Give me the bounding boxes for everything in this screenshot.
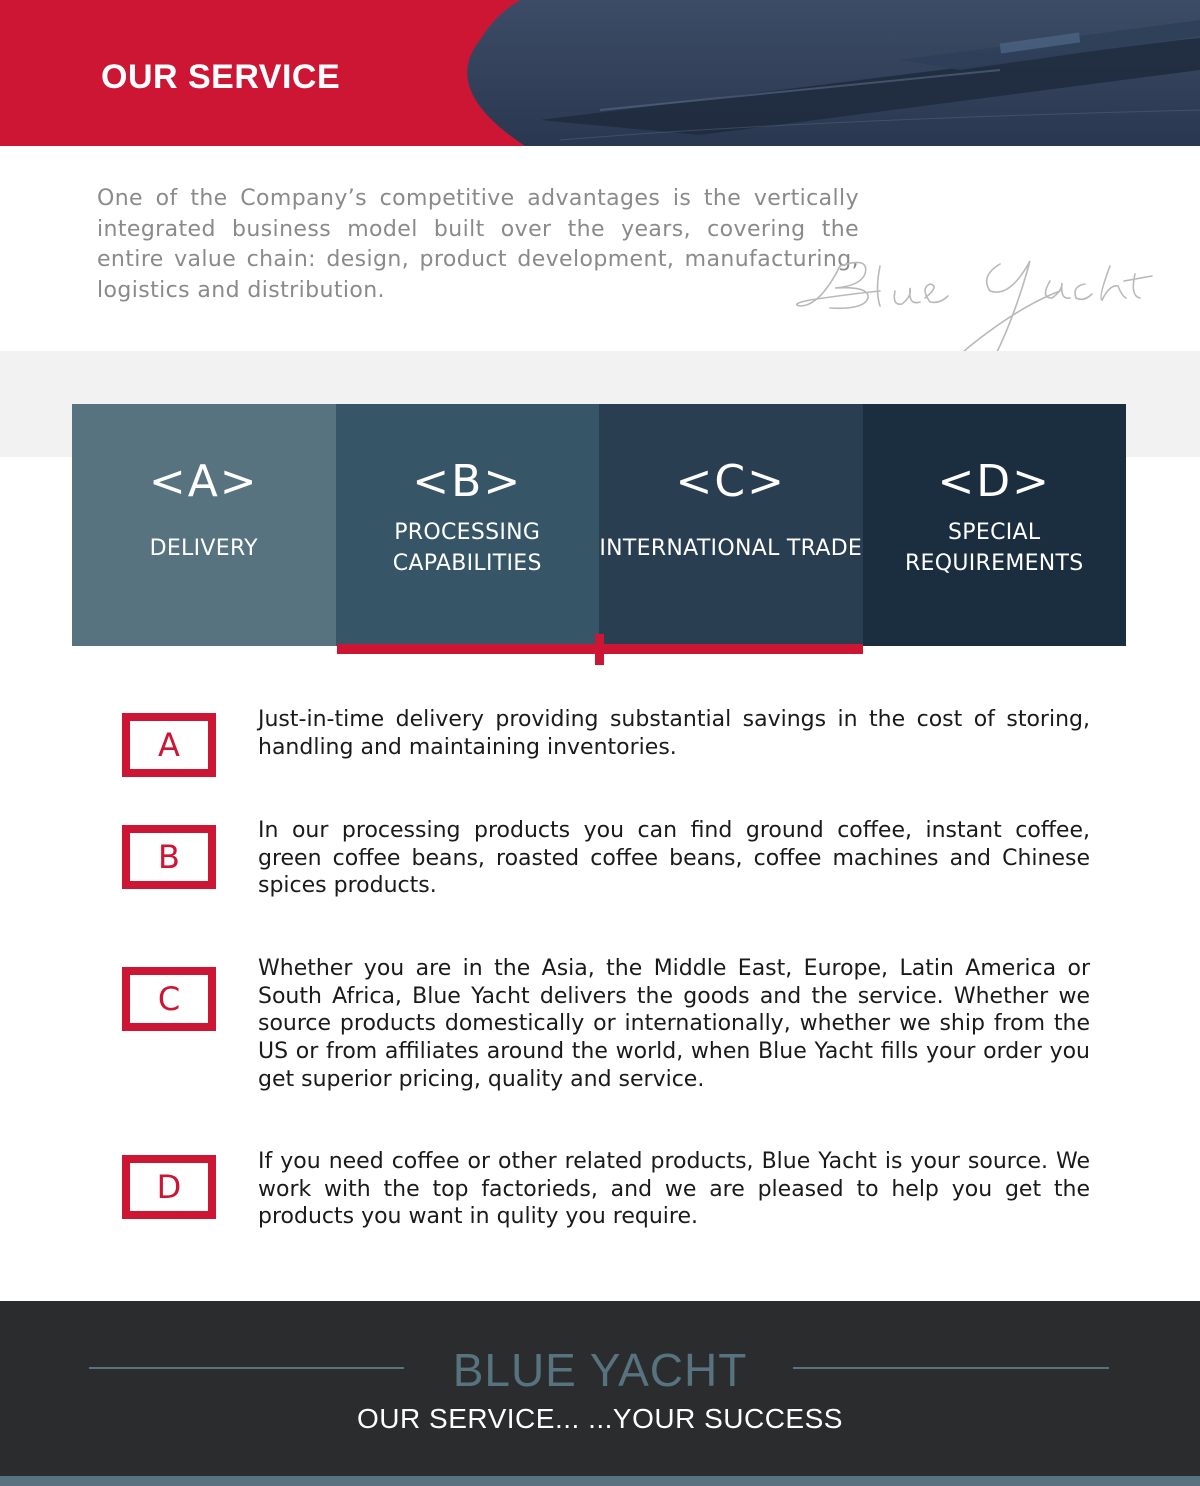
service-badge-c: C <box>122 967 216 1031</box>
tab-letter: <C> <box>675 456 786 507</box>
tab-divider-mark <box>595 634 604 665</box>
service-text-c: Whether you are in the Asia, the Middle East, Europe, Latin America or South Africa, Blue Yacht delivers the goods and the service. Whether we source products domestically or internationally, whether we ship from the US or from affiliates around the world, when Blue Yacht fills your order you get superior pricing, quality and service. <box>258 956 1090 1092</box>
tab-label: SPECIAL REQUIREMENTS <box>904 520 1084 576</box>
header-banner <box>0 0 1200 146</box>
intro-paragraph: One of the Company’s competitive advantages is the vertically integrated business model built over the years, covering the entire value chain: design, product development, manufacturing, logistics and distribution. <box>97 186 859 303</box>
service-text-d: If you need coffee or other related products, Blue Yacht is your source. We work with the top factorieds, and we are pleased to help you get the products you want in qulity you require. <box>258 1149 1090 1230</box>
footer <box>0 1301 1200 1486</box>
service-badge-a: A <box>122 713 216 777</box>
tab-delivery[interactable] <box>72 404 336 646</box>
service-tabs <box>72 404 1126 646</box>
service-text-b: In our processing products you can find ground coffee, instant coffee, green coffee beans, roasted coffee beans, coffee machines and Chinese spices products. <box>258 818 1090 899</box>
service-badge-b: B <box>122 825 216 889</box>
tab-letter: <A> <box>148 456 259 507</box>
tab-label: INTERNATIONAL TRADE <box>599 535 863 561</box>
tab-letter: <B> <box>412 456 523 507</box>
service-text-a: Just-in-time delivery providing substantial savings in the cost of storing, handling and maintaining inventories. <box>258 707 1090 760</box>
footer-tagline: OUR SERVICE... ...YOUR SUCCESS <box>357 1403 843 1434</box>
tab-label: PROCESSING CAPABILITIES <box>392 520 542 576</box>
footer-brand: BLUE YACHT <box>452 1344 748 1396</box>
tab-international-trade[interactable] <box>599 404 863 646</box>
tab-processing-capabilities[interactable] <box>336 404 600 646</box>
tab-label: DELIVERY <box>149 535 258 561</box>
tab-special-requirements[interactable] <box>863 404 1127 646</box>
tab-letter: <D> <box>937 456 1052 507</box>
footer-strip <box>0 1476 1200 1486</box>
service-badge-d: D <box>122 1155 216 1219</box>
page-title: OUR SERVICE <box>101 58 341 96</box>
